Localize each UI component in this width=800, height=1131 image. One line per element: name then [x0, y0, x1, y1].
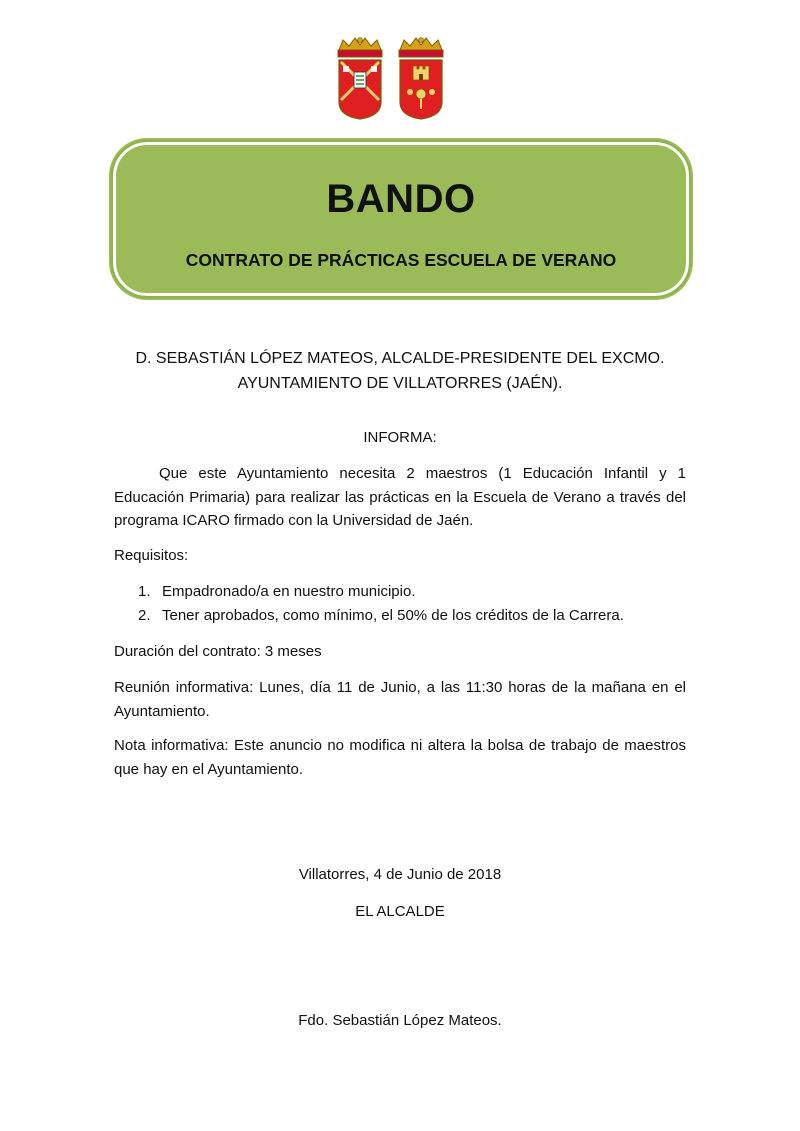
list-item-text: Empadronado/a en nuestro municipio.: [162, 583, 416, 600]
coat-of-arms-icon: [335, 36, 385, 120]
page-title: BANDO: [326, 177, 476, 221]
requisitos-list: [114, 580, 686, 627]
list-item-number: 1.: [138, 583, 151, 600]
duracion-text: Duración del contrato: 3 meses: [114, 643, 322, 660]
requisitos-label: Requisitos:: [114, 547, 189, 564]
authority-line-1: D. SEBASTIÁN LÓPEZ MATEOS, ALCALDE-PRESIDENTE DEL EXCMO.: [135, 350, 665, 367]
informa-label: INFORMA:: [363, 429, 437, 446]
authority-heading: [100, 346, 700, 396]
crests-header: [0, 36, 800, 122]
list-item: [114, 580, 686, 604]
list-item-number: 2.: [138, 606, 151, 624]
castle-coat-of-arms-icon: [396, 36, 446, 120]
reunion-text: Reunión informativa: Lunes, día 11 de Junio, a las 11:30 horas de la mañana en el Ayuntamiento.: [114, 679, 686, 720]
signer-role: EL ALCALDE: [355, 903, 445, 920]
list-item: [114, 604, 686, 628]
place-date: Villatorres, 4 de Junio de 2018: [298, 866, 502, 883]
intro-paragraph: Que este Ayuntamiento necesita 2 maestros (1 Educación Infantil y 1 Educación Primaria) para realizar las prácticas en la Escuela de Verano a través del programa ICARO firmado con la Universidad de Jaén.: [114, 465, 686, 529]
page-subtitle: CONTRATO DE PRÁCTICAS ESCUELA DE VERANO: [185, 250, 617, 270]
authority-line-2: AYUNTAMIENTO DE VILLATORRES (JAÉN).: [237, 375, 563, 392]
signature-line: Fdo. Sebastián López Mateos.: [298, 1012, 502, 1029]
list-item-text: Tener aprobados, como mínimo, el 50% de los créditos de la Carrera.: [162, 606, 624, 624]
nota-text: Nota informativa: Este anuncio no modifica ni altera la bolsa de trabajo de maestros que hay en el Ayuntamiento.: [114, 737, 686, 778]
title-banner: [113, 142, 689, 296]
